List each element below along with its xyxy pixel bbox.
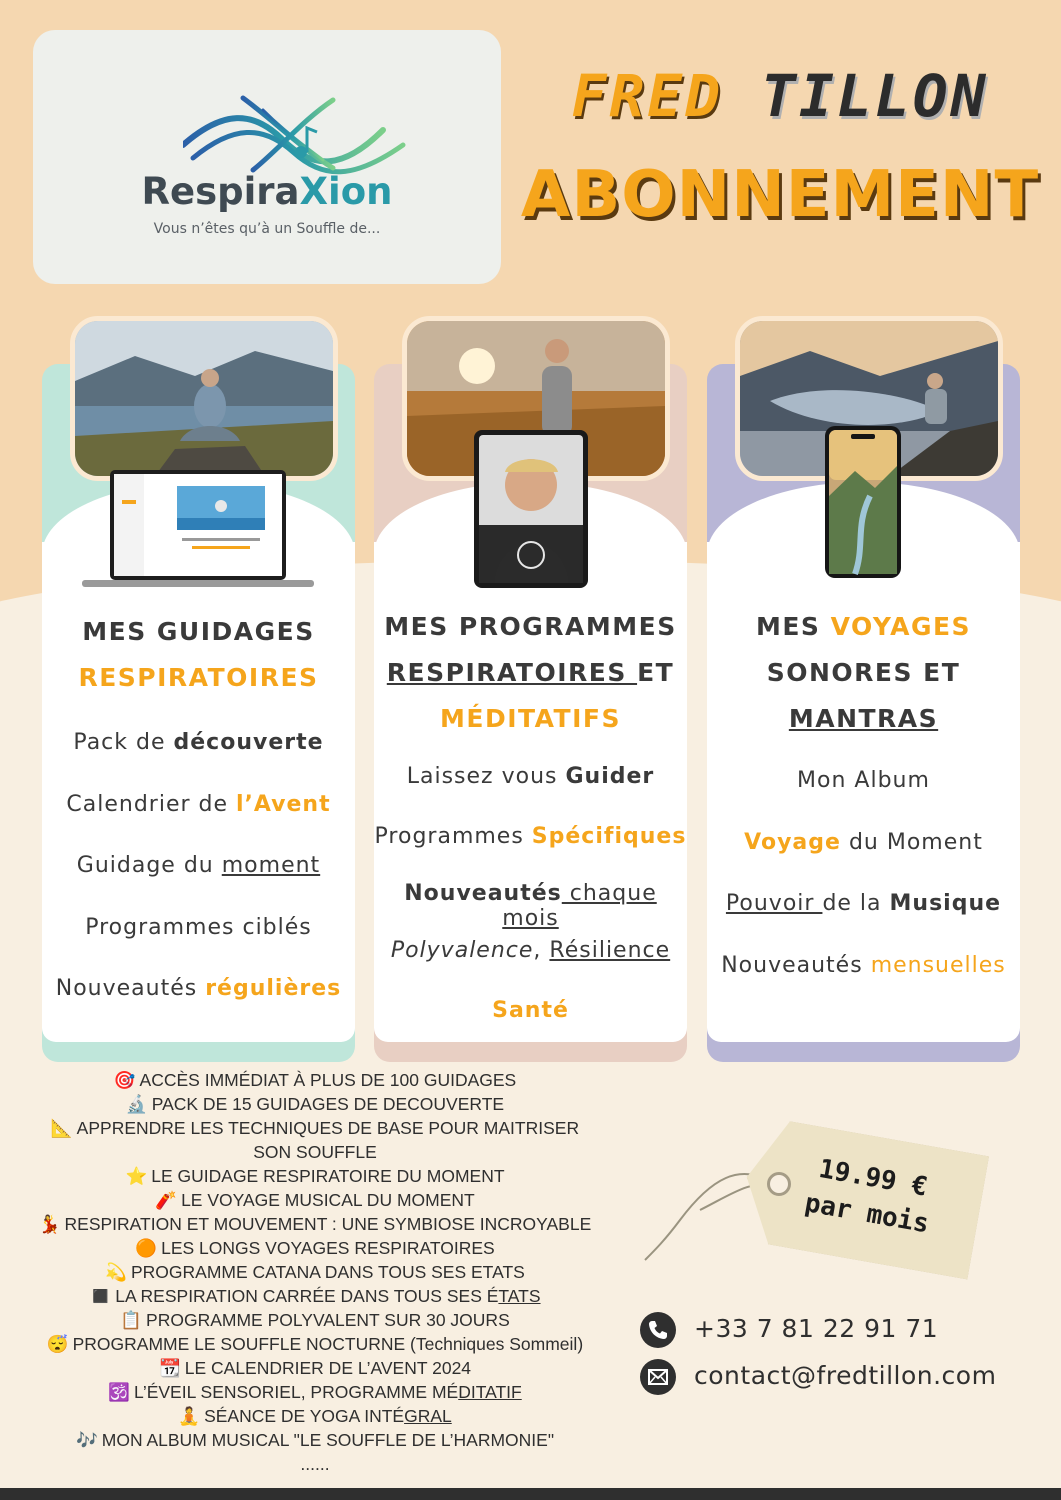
feature-item: Santé xyxy=(492,998,569,1023)
card-title: MES VOYAGES SONORES ET MANTRAS xyxy=(755,612,972,733)
laptop-icon xyxy=(82,470,314,590)
feature-item: Guidage du moment xyxy=(76,853,321,878)
list-item: ◼️ LA RESPIRATION CARRÉE DANS TOUS SES ÉTATS xyxy=(89,1286,541,1306)
price-tag-hole xyxy=(767,1172,791,1196)
dancer-icon: 💃 xyxy=(38,1214,61,1234)
phone-number[interactable]: +33 7 81 22 91 71 xyxy=(694,1314,939,1343)
feature-item: Nouveautés chaque mois xyxy=(404,881,657,931)
first-name: FRED xyxy=(571,62,724,130)
list-item: 🔬 PACK DE 15 GUIDAGES DE DECOUVERTE xyxy=(125,1094,505,1114)
list-item: 📋 PROGRAMME POLYVALENT SUR 30 JOURS xyxy=(120,1310,510,1330)
calendar-icon: 📆 xyxy=(158,1358,181,1378)
orange-circle-icon: 🟠 xyxy=(135,1238,158,1258)
list-item: 🕉️ L’ÉVEIL SENSORIEL, PROGRAMME MÉDITATIF xyxy=(108,1382,522,1402)
sleeping-face-icon: 😴 xyxy=(46,1334,69,1354)
list-item: 📆 LE CALENDRIER DE L’AVENT 2024 xyxy=(158,1358,472,1378)
feature-item: Laissez vous Guider xyxy=(406,764,655,789)
brand-name: RespiraXion xyxy=(141,170,393,213)
feature-item: Calendrier de l’Avent xyxy=(66,792,331,817)
star-icon: ⭐ xyxy=(125,1166,148,1186)
black-square-icon: ◼️ xyxy=(89,1286,112,1306)
price-amount: 19.99 € xyxy=(816,1153,930,1203)
envelope-icon xyxy=(640,1359,676,1395)
card-programmes xyxy=(374,312,687,1064)
page-title-name xyxy=(520,62,1040,130)
logo-box xyxy=(33,30,501,284)
last-name: TILLON xyxy=(761,62,989,130)
feature-item: Pouvoir de la Musique xyxy=(725,891,1002,916)
feature-item: Polyvalence, Résilience xyxy=(390,938,671,963)
list-item: 💃 RESPIRATION ET MOUVEMENT : UNE SYMBIOSE INCROYABLE xyxy=(38,1214,592,1234)
target-icon: 🎯 xyxy=(113,1070,136,1090)
music-notes-icon: 🎶 xyxy=(75,1430,98,1450)
email-address[interactable]: contact@fredtillon.com xyxy=(694,1361,997,1390)
list-item: 🎯 ACCÈS IMMÉDIAT À PLUS DE 100 GUIDAGES xyxy=(113,1070,517,1090)
feature-item: Mon Album xyxy=(797,768,930,793)
dizzy-icon: 💫 xyxy=(105,1262,127,1282)
tablet-icon xyxy=(474,430,588,590)
firecracker-icon: 🧨 xyxy=(155,1190,178,1210)
feature-item: Nouveautés mensuelles xyxy=(721,953,1006,978)
list-item: 😴 PROGRAMME LE SOUFFLE NOCTURNE (Techniques Sommeil) xyxy=(46,1334,584,1354)
feature-item: Nouveautés régulières xyxy=(55,976,342,1001)
clipboard-icon: 📋 xyxy=(120,1310,143,1330)
meditation-lake-photo xyxy=(70,316,338,481)
list-item: 🧨 LE VOYAGE MUSICAL DU MOMENT xyxy=(155,1190,475,1210)
feature-item: Voyage du Moment xyxy=(744,830,983,855)
feature-item: Pack de découverte xyxy=(73,730,324,755)
list-item: 💫 PROGRAMME CATANA DANS TOUS SES ETATS xyxy=(105,1262,525,1282)
om-icon: 🕉️ xyxy=(108,1382,131,1402)
yoga-icon: 🧘 xyxy=(178,1406,201,1426)
card-voyages xyxy=(707,312,1020,1064)
card-title: MES GUIDAGES RESPIRATOIRES xyxy=(78,617,319,692)
breath-wave-logo-icon xyxy=(183,90,413,180)
footer-bar xyxy=(0,1488,1061,1500)
list-item: 🎶 MON ALBUM MUSICAL "LE SOUFFLE DE L’HARMONIE" xyxy=(75,1430,555,1450)
price-period: par mois xyxy=(802,1188,932,1240)
ruler-icon: 📐 xyxy=(50,1118,73,1138)
list-item: 🟠 LES LONGS VOYAGES RESPIRATOIRES xyxy=(135,1238,495,1258)
card-title: MES PROGRAMMES RESPIRATOIRES ET MÉDITATIFS xyxy=(384,612,677,733)
list-item: 📐 APPRENDRE LES TECHNIQUES DE BASE POUR MAITRISER SON SOUFFLE xyxy=(50,1118,580,1162)
smartphone-icon xyxy=(825,426,901,578)
list-item: ⭐ LE GUIDAGE RESPIRATOIRE DU MOMENT xyxy=(125,1166,505,1186)
list-item: ...... xyxy=(300,1454,330,1474)
feature-item: Programmes ciblés xyxy=(85,915,312,940)
microscope-icon: 🔬 xyxy=(125,1094,148,1114)
list-item: 🧘 SÉANCE DE YOGA INTÉGRAL xyxy=(178,1406,452,1426)
page-subtitle: ABONNEMENT xyxy=(520,158,1040,232)
benefits-list xyxy=(20,1068,610,1476)
card-guidages xyxy=(42,312,355,1064)
phone-icon xyxy=(640,1312,676,1348)
brand-tagline: Vous n’êtes qu’à un Souffle de... xyxy=(153,221,381,237)
feature-item: Programmes Spécifiques xyxy=(374,824,687,849)
